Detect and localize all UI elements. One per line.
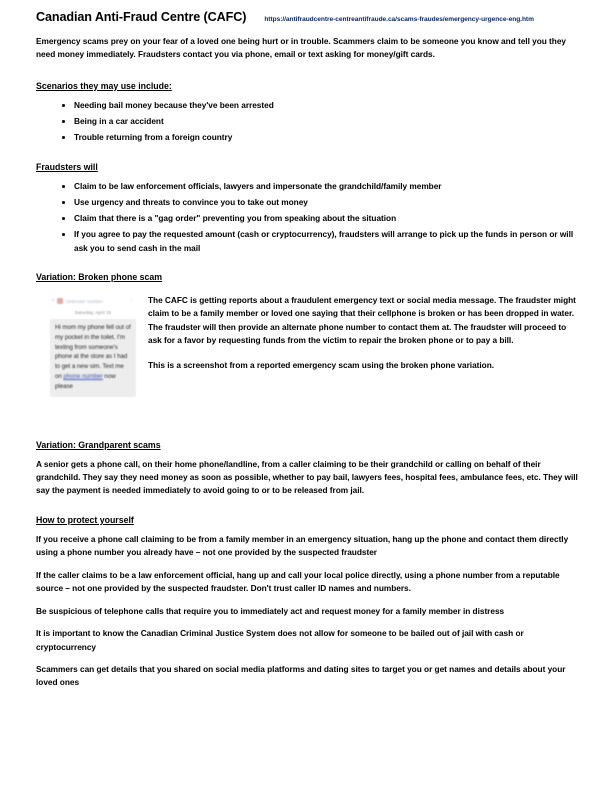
message-date-label: Saturday, April 15 bbox=[74, 310, 112, 315]
list-item: Use urgency and threats to convince you to take out money bbox=[36, 196, 581, 209]
protect-paragraph-1: If you receive a phone call claiming to be from a family member in an emergency situation, hang up the phone and contact them directly using a phone number you already have – not one provided by the suspected fraudster bbox=[36, 533, 569, 558]
list-item: If you agree to pay the requested amount (cash or cryptocurrency), fraudsters will arrange to pick up the funds in person or will ask you to send cash in the mail bbox=[36, 228, 581, 255]
section-spacer bbox=[36, 397, 581, 423]
broken-phone-heading: Variation: Broken phone scam bbox=[36, 272, 163, 282]
redacted-phone-number-link: phone number bbox=[63, 372, 103, 380]
list-item: Claim to be law enforcement officials, lawyers and impersonate the grandchild/family member bbox=[36, 180, 581, 193]
protect-heading: How to protect yourself bbox=[36, 514, 134, 525]
fraudsters-list bbox=[36, 180, 581, 255]
list-item: Claim that there is a "gag order" preventing you from speaking about the situation bbox=[36, 212, 581, 225]
message-text-before-link: Hi mom my phone fell out of my pocket in the toilet. I'm texting from someone's phone at the store as I had to get a new sim. Text me on bbox=[55, 324, 131, 380]
protect-heading-wrap bbox=[36, 510, 581, 531]
grandparent-heading: Variation: Grandparent scams bbox=[36, 439, 161, 450]
broken-phone-paragraph-2: This is a screenshot from a reported emergency scam using the broken phone variation. bbox=[148, 359, 495, 370]
grandparent-paragraph: A senior gets a phone call, on their home phone/landline, from a caller claiming to be their grandchild or calling on behalf of their grandchild. They say they need money as soon as possible, whether to pay bail, lawyers fees, hospital fees, ambulance fees, etc. They will say the payment is needed immediately to avoid going to or to be released from jail. bbox=[36, 458, 578, 496]
protect-paragraph-3: Be suspicious of telephone calls that require you to immediately act and request money for a family member in distress bbox=[36, 605, 505, 616]
list-item: Being in a car accident bbox=[36, 115, 581, 128]
scenarios-list bbox=[36, 99, 581, 145]
broken-phone-section bbox=[36, 294, 581, 397]
broken-phone-paragraph-1: The CAFC is getting reports about a fraudulent emergency text or social media message. The fraudster might claim to be a family member or loved one saying that their cellphone is broken or has been dropped in water. The fraudster will then provide an alternate phone number to contact them at. The fraudster will proceed to ask for a favor by requesting funds from the victim to repair the broken phone or to pay a bill. bbox=[148, 295, 576, 346]
list-item: Trouble returning from a foreign country bbox=[36, 131, 581, 144]
list-item: Needing bail money because they've been arrested bbox=[36, 99, 581, 112]
phone-screenshot-image bbox=[50, 294, 136, 397]
grandparent-heading-wrap bbox=[36, 435, 581, 456]
protect-paragraph-2: If the caller claims to be a law enforcement official, hang up and call your local police directly, using a phone number from a reputable source – not one provided by the suspected fraudster. Don't trust caller ID names and numbers. bbox=[36, 569, 560, 594]
page-title: Canadian Anti-Fraud Centre (CAFC) bbox=[36, 10, 247, 24]
contact-avatar bbox=[57, 298, 63, 304]
protect-paragraph-4: It is important to know the Canadian Criminal Justice System does not allow for someone to be bailed out of jail with cash or cryptocurrency bbox=[36, 628, 524, 652]
fraudsters-heading: Fraudsters will bbox=[36, 161, 98, 172]
message-text-after-link: now please bbox=[55, 372, 116, 390]
contact-name-label: Unknown number bbox=[66, 298, 104, 304]
scenarios-heading-wrap bbox=[36, 76, 581, 97]
intro-paragraph: Emergency scams prey on your fear of a loved one being hurt or in trouble. Scammers claim to be someone you know and tell you they need money immediately. Fraudsters contact you via phone, email or text asking for money/gift cards. bbox=[36, 36, 566, 60]
fraudsters-heading-wrap bbox=[36, 157, 581, 178]
overflow-menu-icon: ⋮ bbox=[129, 297, 134, 304]
source-url-link[interactable]: https://antifraudcentre-centreantifraude.ca/scams-fraudes/emergency-urgence-eng.htm bbox=[264, 16, 534, 23]
document-content bbox=[36, 10, 581, 699]
protect-paragraph-5: Scammers can get details that you shared on social media platforms and dating sites to target you or get names and details about your loved ones bbox=[36, 663, 566, 688]
message-bubble bbox=[50, 319, 136, 397]
broken-phone-text-column bbox=[136, 294, 581, 383]
scenarios-heading: Scenarios they may use include: bbox=[36, 80, 172, 91]
back-arrow-icon: ‹ bbox=[52, 298, 54, 304]
phone-conversation-header bbox=[50, 296, 136, 306]
broken-phone-heading-wrap bbox=[36, 267, 581, 288]
document-header bbox=[36, 10, 581, 24]
